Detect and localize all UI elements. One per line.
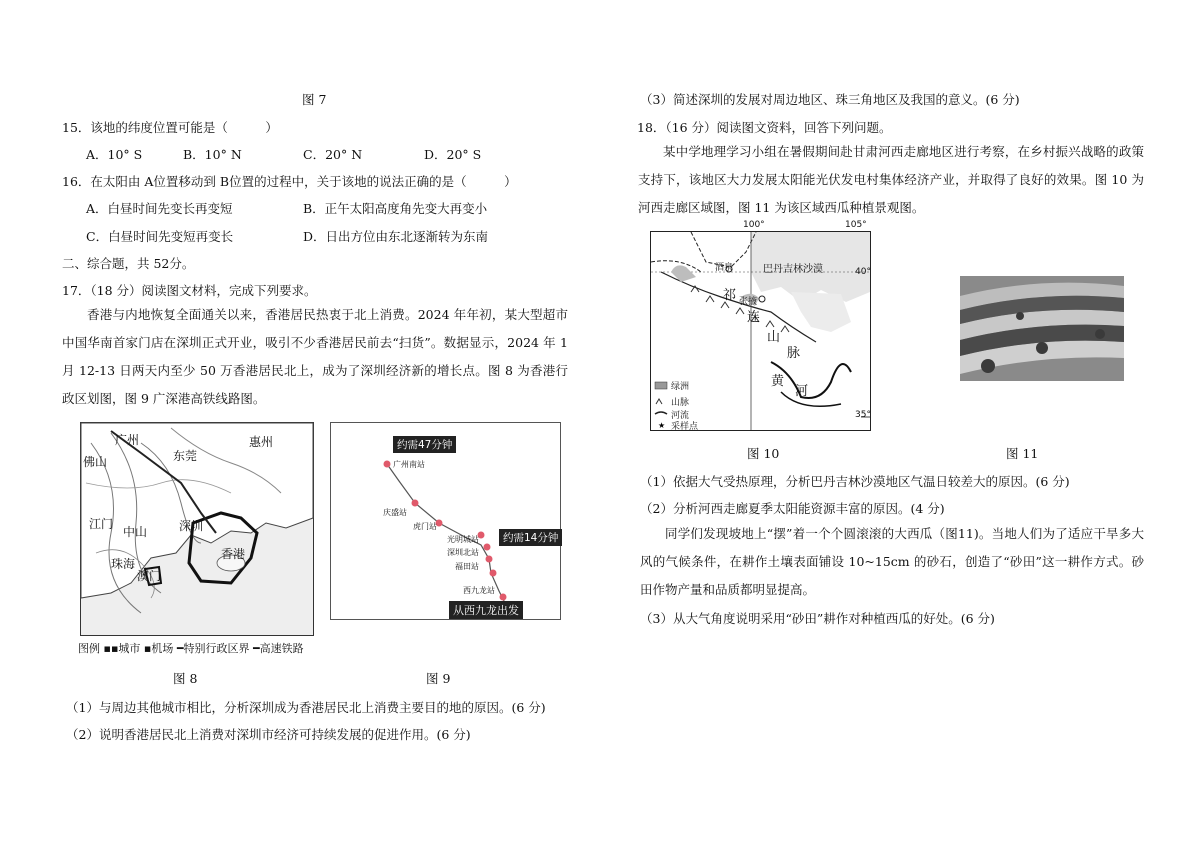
figure-7-caption: 图 7	[302, 92, 327, 107]
question-18-2: （2）分析河西走廊夏季太阳能资源丰富的原因。(4 分)	[640, 501, 945, 516]
label-huang: 黄	[771, 374, 785, 389]
city-shenzhen: 深圳	[179, 519, 204, 533]
city-dongguan: 东莞	[173, 449, 198, 463]
latitude-35: 35°	[855, 410, 871, 420]
question-15-stem: 15．该地的纬度位置可能是（ ）	[62, 120, 278, 135]
legend-sample-point: 采样点	[671, 422, 699, 432]
figure-11-caption: 图 11	[1006, 446, 1039, 461]
figure-8-hong-kong-map	[80, 422, 314, 636]
station-humen: 虎门站	[413, 522, 437, 531]
question-17-3: （3）简述深圳的发展对周边地区、珠三角地区及我国的意义。(6 分)	[640, 92, 1020, 107]
watermelon-field-image	[960, 276, 1124, 381]
city-zhongshan: 中山	[123, 525, 148, 539]
label-mai: 脉	[787, 346, 801, 361]
q16-option-b: B．正午太阳高度角先变大再变小	[303, 201, 488, 216]
question-18-material-2: 同学们发现坡地上“摆”着一个个圆滚滚的大西瓜（图11)。当地人们为了适应干旱多大风的气候条件，在耕作土壤表面铺设 10~15cm 的砂石，创造了“砂田”这一耕作方式。砂田作物产量和品质都明显提高。	[640, 526, 1144, 597]
label-qi: 祁	[723, 288, 737, 303]
figure-9-railway-map	[330, 422, 561, 620]
question-17-material: 香港与内地恢复全面通关以来，香港居民热衷于北上消费。2024 年年初，某大型超市中国华南首家门店在深圳正式开业，吸引不少香港居民前去“扫货”。数据显示，2024 年 1 月 12-13 日两天内至少 50 万香港居民北上，成为了深圳经济新的增长点。图 8 为香港行政区划图，图 9 广深港高铁线路图。	[62, 307, 568, 406]
longitude-100: 100°	[743, 220, 765, 230]
city-hong-kong: 香港	[221, 547, 246, 561]
label-lian: 连	[747, 310, 761, 325]
section-2-heading: 二、综合题，共 52分。	[62, 256, 195, 271]
station-qingsheng: 庆盛站	[383, 508, 407, 517]
station-west-kowloon: 西九龙站	[463, 586, 495, 595]
figure-11-watermelon-photo	[960, 276, 1124, 381]
time-tag-14min: 约需14分钟	[499, 529, 562, 546]
legend-oasis: 绿洲	[671, 382, 690, 392]
figure-8-legend: 图例 ▪▪城市 ▪机场 ━特别行政区界 ━高速铁路	[78, 642, 304, 655]
city-huizhou: 惠州	[249, 435, 274, 449]
station-dot	[412, 500, 419, 507]
time-tag-47min: 约需47分钟	[393, 436, 456, 453]
svg-text:★: ★	[658, 421, 666, 430]
question-18-heading: 18．（16 分）阅读图文资料，回答下列问题。	[637, 120, 892, 135]
label-jiuquan: 酒泉	[715, 263, 734, 273]
station-dot	[384, 461, 391, 468]
longitude-105: 105°	[845, 220, 867, 230]
label-he: 河	[795, 384, 809, 399]
question-18-material: 某中学地理学习小组在暑假期间赴甘肃河西走廊地区进行考察，在乡村振兴战略的政策支持下，该地区大力发展太阳能光伏发电村集体经济产业，并取得了良好的效果。图 10 为河西走廊区域图，图 11 为该区域西瓜种植景观图。	[638, 144, 1144, 215]
city-jiangmen: 江门	[89, 517, 114, 531]
figure-9-caption: 图 9	[426, 671, 451, 686]
latitude-40: 40°	[855, 267, 871, 277]
question-18-3: （3）从大气角度说明采用“砂田”耕作对种植西瓜的好处。(6 分)	[640, 611, 995, 626]
q16-option-c: C．白昼时间先变短再变长	[86, 229, 234, 244]
station-dot	[484, 544, 491, 551]
q15-option-d: D．20° S	[424, 147, 482, 162]
station-guangmingcheng: 光明城站	[447, 535, 479, 544]
label-shan: 山	[767, 330, 781, 345]
city-guangzhou: 广州	[115, 433, 140, 447]
station-dot	[486, 556, 493, 563]
question-18-1: （1）依据大气受热原理，分析巴丹吉林沙漠地区气温日较差大的原因。(6 分)	[640, 474, 1070, 489]
station-dot	[490, 570, 497, 577]
figure-8-caption: 图 8	[173, 671, 198, 686]
departure-tag: 从西九龙出发	[449, 601, 523, 619]
city-zhuhai: 珠海	[111, 557, 136, 571]
label-zhangye: 张掖	[739, 297, 758, 307]
city-foshan: 佛山	[83, 455, 108, 469]
figure-10-caption: 图 10	[747, 446, 780, 461]
question-17-2: （2）说明香港居民北上消费对深圳市经济可持续发展的促进作用。(6 分)	[66, 727, 471, 742]
legend-mountains: 山脉	[671, 398, 690, 408]
question-17-1: （1）与周边其他城市相比，分析深圳成为香港居民北上消费主要目的地的原因。(6 分)	[66, 700, 546, 715]
city-macau: 澳门	[137, 569, 162, 583]
station-futian: 福田站	[455, 562, 479, 571]
question-16-stem: 16．在太阳由 A位置移动到 B位置的过程中，关于该地的说法正确的是（ ）	[62, 174, 517, 189]
label-badain-jaran-desert: 巴丹吉林沙漠	[763, 264, 823, 275]
legend-rivers: 河流	[671, 411, 690, 421]
station-dot	[500, 594, 507, 601]
q16-option-a: A．白昼时间先变长再变短	[86, 201, 233, 216]
q15-option-a: A．10° S	[86, 147, 143, 162]
q15-option-c: C．20° N	[303, 147, 363, 162]
question-17-heading: 17．（18 分）阅读图文材料，完成下列要求。	[62, 283, 317, 298]
q16-option-d: D．日出方位由东北逐渐转为东南	[303, 229, 489, 244]
station-guangzhou-south: 广州南站	[393, 460, 425, 469]
q15-option-b: B．10° N	[183, 147, 242, 162]
station-shenzhen-north: 深圳北站	[447, 548, 479, 557]
figure-10-hexi-corridor-map	[650, 220, 871, 432]
